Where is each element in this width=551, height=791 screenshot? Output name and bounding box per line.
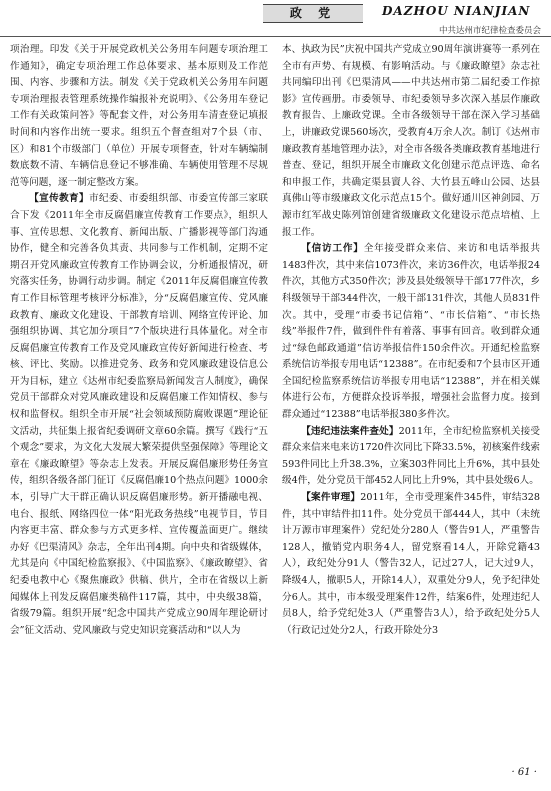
paragraph-cases xyxy=(282,424,540,490)
section-heading: 【违纪违法案件查处】 xyxy=(301,425,399,437)
paragraph-propaganda xyxy=(10,191,268,639)
page-header xyxy=(0,0,551,40)
header-rule xyxy=(0,36,551,37)
section-heading: 【案件审理】 xyxy=(301,492,361,504)
header-subtitle: 中共达州市纪律检查委员会 xyxy=(438,26,541,36)
paragraph-text: 2011年，全市受理案件345件，审结328件，其中审结件扣11件。处分党员干部444人，其中（未统计万源市审理案件）党纪处分280人（警告91人，严重警告128人，撤销党内职务4人，留党察看14人，开除党籍43人），政纪处分91人（警告32人，记过27人，记大过9人，降级4人，撤职5人，开除14人），双重处分9人，免予纪律处分6人。其中，市本级受理案件12件，结案6件，处理违纪人员8人，给予党纪处3人（严重警告3人），给予政纪处分5人（行政记过处分2人，行政开除处分3 xyxy=(282,492,540,636)
running-title: DAZHOU NIANJIAN xyxy=(382,4,531,18)
paragraph-petitions xyxy=(282,241,540,424)
right-column xyxy=(282,42,540,758)
paragraph: 项治理。印发《关于开展党政机关公务用车问题专项治理工作通知》，确定专项治理工作总体要求、基本原则及工作范围、内容、步骤和方法。制发《关于党政机关公务用车问题专项治理报表管理系统操作编报补充说明》、《公务用车登记工作有关政策问答》等配套文件，对公务用车清查登记填报时间和内容作出统一要求。组织五个督查组对7个县（市、区）和81个市级部门（单位）开展专项督查，针对车辆编制数底数不清、车辆信息登记不够准确、车辆使用管理不尽规范等问题，逐一制定整改方案。 xyxy=(10,44,268,188)
section-label: 政 党 xyxy=(263,4,363,23)
paragraph-text: 2011年，全市纪检监察机关接受群众来信来电来访1720件次同比下降33.5%，初核案件线索593件同比上升38.3%，立案303件同比上升6%，其中县处级4件，处分党员干部452人同比上升9%，其中县处级6人。 xyxy=(282,425,540,487)
page-number: · 61 · xyxy=(511,767,537,778)
paragraph: 本、执政为民”庆祝中国共产党成立90周年演讲赛等一系列在全市有声势、有规模、有影响活动。与《廉政瞭望》杂志社共同编印出刊《巴渠清风——中共达州市第二届纪委工作掠影》宣传画册。市委领导、市纪委领导多次深入基层作廉政教育报告、上廉政党课。全市各级领导干部在深入学习基础上，讲廉政党课560场次，受教育4万余人次。制订《达州市廉政教育基地管理办法》，对全市各级各类廉政教育基地进行普查、登记，组织开展全市廉政文化创建示范点评选、命名和申报工作，共确定渠县賨人谷、大竹县五峰山公园、达县真佛山等市级廉政文化示范点15个。做好通川区神剑园、万源市红军战史陈列馆创建省级廉政文化建设示范点培植、上报工作。 xyxy=(282,44,540,238)
paragraph-text: 市纪委、市委组织部、市委宣传部三家联合下发《2011年全市反腐倡廉宣传教育工作要点》，组织人事、宣传思想、文化教育、新闻出版、广播影视等部门沟通协作，健全和完善各负其责、共同参与工作机制，定期不定期召开党风廉政宣传教育工作协调会议，分析通报情况，研究落实任务，协调行动步调。制定《2011年反腐倡廉宣传教育工作目标管理考核评分标准》，分“反腐倡廉宣传、党风廉政教育、廉政文化建设、干部教育培训、网络宣传评论、加强组织协调、其它加分项目”7个版块进行具体量化。对全市反腐倡廉宣传教育工作及党风廉政宣传好新闻进行检查、考核、评比、奖励。以推进党务、政务和党风廉政建设信息公开为目标，建立《达州市纪委监察局新闻发言人制度》，确保党员干部群众对党风廉政建设和反腐倡廉工作知情权、参与权和监督权。组织全市开展“社会领域预防腐败课题”理论征文活动，共征集上报省纪委调研文章60余篇。撰写《践行“五个观念”要求，为文化大发展大繁荣提供坚强保障》等理论文章在《廉政瞭望》等杂志上发表。开展反腐倡廉形势任务宣传，组织各级各部门征订《反腐倡廉10个热点问题》1000余本，引导广大干群正确认识反腐倡廉形势。新开播融电视、电台、报纸、网络四位一体“阳光政务热线”电视节目，节目内容更丰富、群众参与方式更多样、宣传覆盖面更广。继续办好《巴渠清风》杂志，全年出刊4期。向中央和省级媒体，尤其是向《中国纪检监察报》、《中国监察》、《廉政瞭望》、省纪委电教中心《聚焦廉政》供稿、供片，全市在省级以上新闻媒体上刊发反腐倡廉类稿件117篇，其中，中央级38篇，省级79篇。组织开展“纪念中国共产党成立90周年理论研讨会”征文活动、党风廉政与党史知识竞赛活动和“以人为 xyxy=(10,193,268,636)
paragraph-review xyxy=(282,490,540,639)
section-heading: 【宣传教育】 xyxy=(29,193,89,205)
paragraph-text: 全年接受群众来信、来访和电话举报共1483件次，其中来信1073件次，来访36件次，电话举报24件次，其他方式350件次；涉及县处级领导干部177件次，乡科级领导干部344件次，一般干部131件次，其他人员831件次。其中，受理“市委书记信箱”、“市长信箱”、“市长热线”举报件7件，做到件件有着落、事事有回音。收到群众通过“绿色邮政通道”信访举报信件150余件次。开通纪检监察系统信访举报专用电话“12388”。在市纪委和7个县市区开通全国纪检监察系统信访举报专用电话“12388”，并在相关媒体进行公布，方便群众投诉举报，增强社会监督力度。接到群众通过“12388”电话举报380多件次。 xyxy=(282,243,540,421)
section-heading: 【信访工作】 xyxy=(301,243,364,255)
left-column xyxy=(10,42,268,758)
